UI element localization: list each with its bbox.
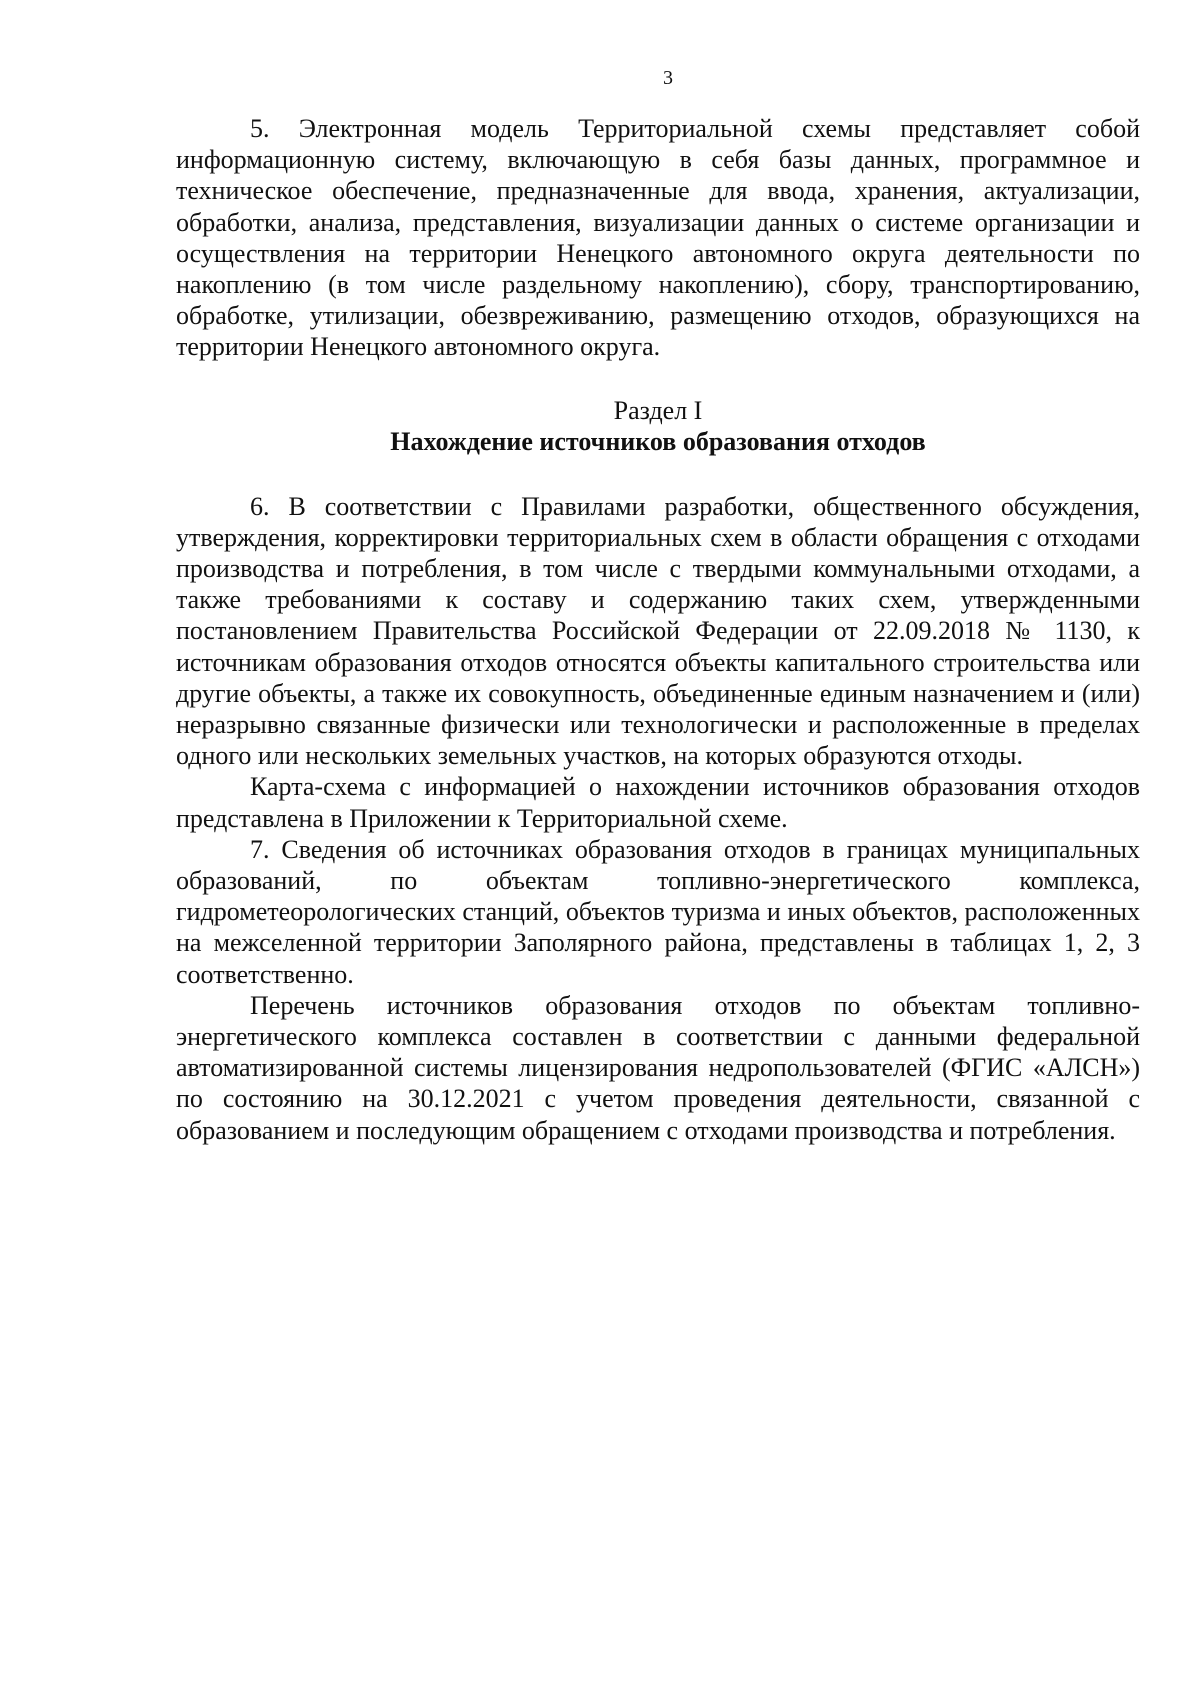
paragraph-map-scheme: Карта-схема с информацией о нахождении источников образования отходов представлена в Приложении к Территориальной схеме.: [176, 772, 1140, 833]
paragraph-source-list: Перечень источников образования отходов по объектам топливно-энергетического комплекса составлен в соответствии с данными федеральной автоматизированной системы лицензирования недропользователей (ФГИС «АЛСН») по состоянию на 30.12.2021 с учетом проведения деятельности, связанной с образованием и последующим обращением с отходами производства и потребления.: [176, 990, 1140, 1145]
document-body: [176, 113, 1140, 1146]
paragraph-item-5: 5. Электронная модель Территориальной схемы представляет собой информационную систему, включающую в себя базы данных, программное и техническое обеспечение, предназначенные для ввода, хранения, актуализации, обработки, анализа, представления, визуализации данных о системе организации и осуществления на территории Ненецкого автономного округа деятельности по накоплению (в том числе раздельному накоплению), сбору, транспортированию, обработке, утилизации, обезвреживанию, размещению отходов, образующихся на территории Ненецкого автономного округа.: [176, 114, 1140, 362]
paragraph-item-7: 7. Сведения об источниках образования отходов в границах муниципальных образований, по объектам топливно-энергетического комплекса, гидрометеорологических станций, объектов туризма и иных объектов, расположенных на межселенной территории Заполярного района, представлены в таблицах 1, 2, 3 соответственно.: [176, 834, 1140, 989]
section-label: Раздел I: [613, 395, 703, 425]
paragraph-item-6: 6. В соответствии с Правилами разработки, общественного обсуждения, утверждения, корректировки территориальных схем в области обращения с отходами производства и потребления, в том числе с твердыми коммунальными отходами, а также требованиями к составу и содержанию таких схем, утвержденными постановлением Правительства Российской Федерации от 22.09.2018 № 1130, к источникам образования отходов относятся объекты капитального строительства или другие объекты, а также их совокупность, объединенные единым назначением и (или) неразрывно связанные физически или технологически и расположенные в пределах одного или нескольких земельных участков, на которых образуются отходы.: [176, 491, 1140, 771]
section-title: Нахождение источников образования отходов: [390, 427, 926, 457]
section-heading: [176, 395, 1140, 458]
page-number: 3: [663, 67, 673, 89]
